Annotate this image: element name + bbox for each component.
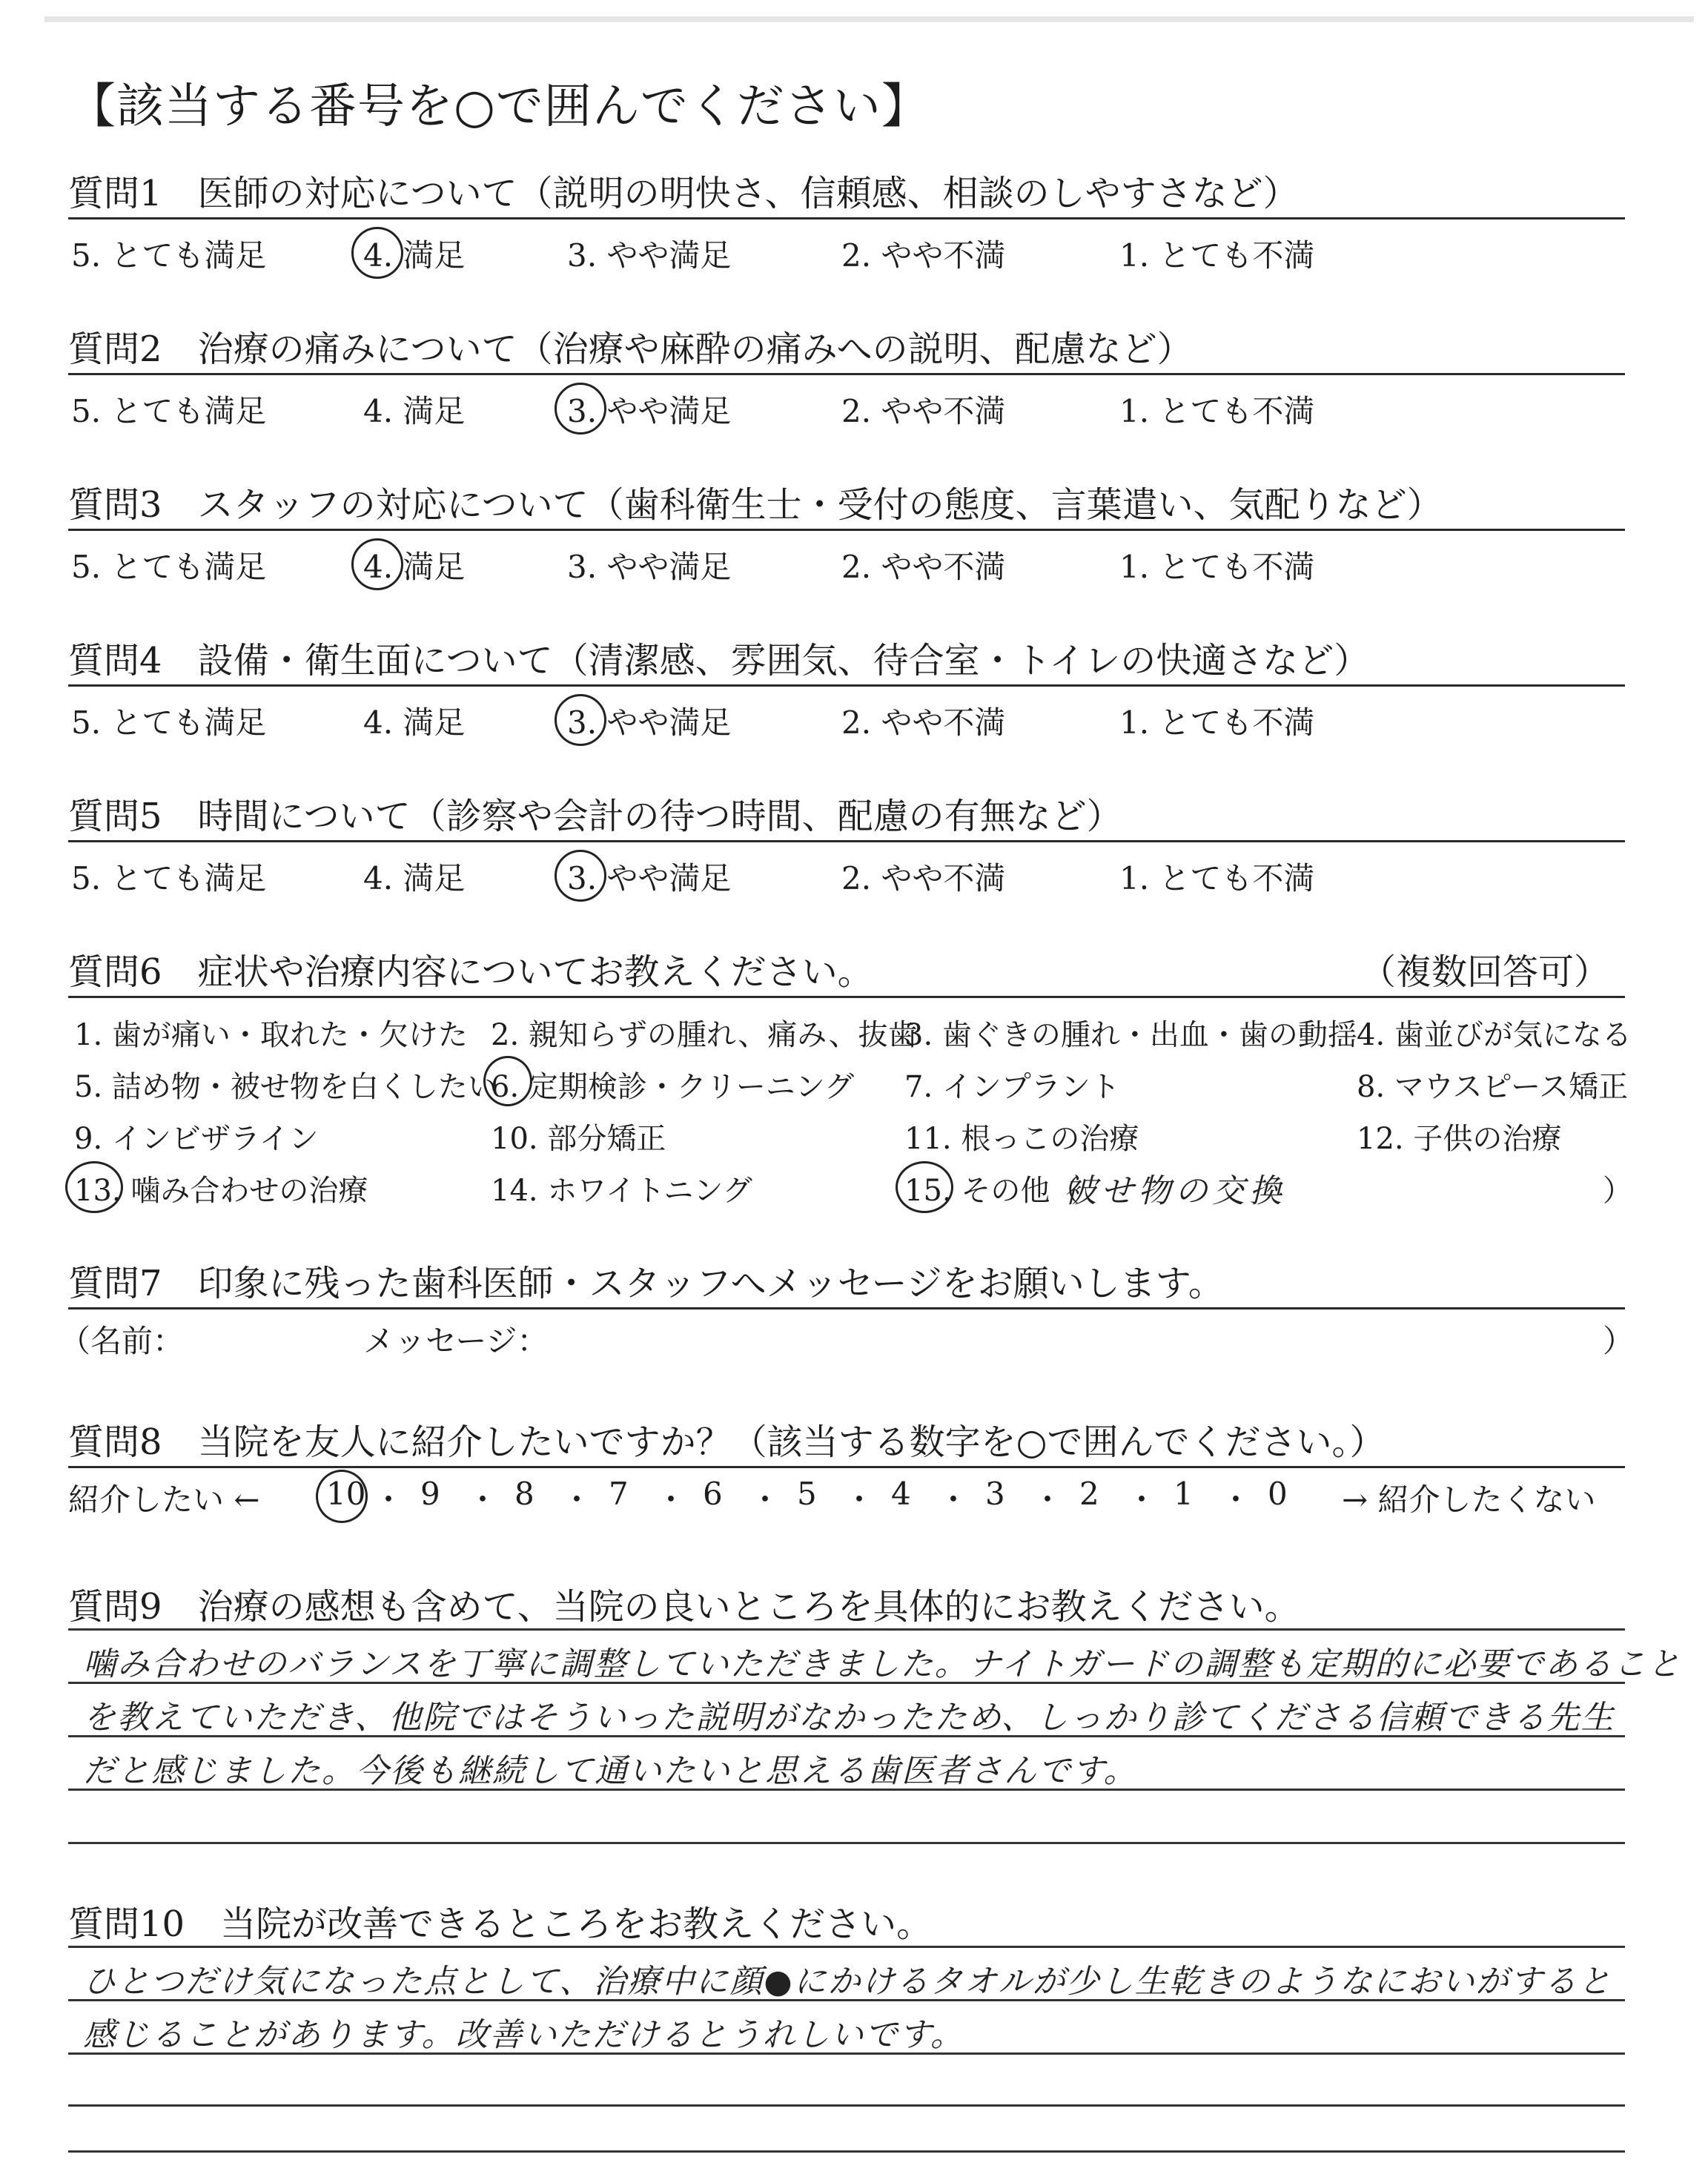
q1-selection-circle [351,227,403,279]
q2-selection-circle [555,383,606,435]
q1-option-3[interactable]: 3. やや満足 [567,237,732,274]
form-title: 【該当する番号を○で囲んでください】 [68,79,930,134]
question-label: 質問6 [68,951,162,993]
q9-answer-line-3: だと感じました。今後も継続して通いたいと思える歯医者さんです。 [83,1752,1138,1790]
question-text: 当院が改善できるところをお教えください。 [220,1903,933,1945]
q2-option-5[interactable]: 5. とても満足 [71,393,267,429]
q4-option-3[interactable]: 3. やや満足 [567,704,732,741]
question-label: 質問2 [68,328,162,370]
q5-option-1[interactable]: 1. とても不満 [1119,860,1315,896]
question-6-rule [68,996,1625,998]
q8-scale-6[interactable]: 6 [703,1476,723,1512]
question-label: 質問7 [68,1263,162,1304]
question-1-rule [68,217,1625,219]
q8-scale-8[interactable]: 8 [514,1476,534,1512]
q9-answer-line-2: を教えていただき、他院ではそういった説明がなかったため、しっかり診てくださる信頼できる先生 [83,1699,1615,1737]
question-label: 質問1 [68,173,162,214]
q6-option-5[interactable]: 5. 詰め物・被せ物を白くしたい [74,1070,497,1104]
q10-line-5 [68,2150,1625,2153]
q8-scale-0[interactable]: 0 [1268,1476,1288,1512]
q1-option-1[interactable]: 1. とても不満 [1119,237,1315,274]
q6-option-12[interactable]: 12. 子供の治療 [1357,1122,1562,1156]
question-2-rule [68,373,1625,375]
q8-selection-circle [316,1470,368,1523]
q8-scale-separator: ・ [1220,1482,1252,1518]
q8-scale-7[interactable]: 7 [609,1476,629,1512]
q4-option-4[interactable]: 4. 満足 [363,704,466,741]
q2-option-3[interactable]: 3. やや満足 [567,393,732,429]
q8-right-label: → 紹介したくない [1342,1482,1596,1518]
q8-left-label: 紹介したい ← [68,1482,260,1518]
q6-option-15-circle [896,1161,953,1213]
q1-option-5[interactable]: 5. とても満足 [71,237,267,274]
q8-scale-separator: ・ [467,1482,499,1518]
q2-option-4[interactable]: 4. 満足 [363,393,466,429]
q2-option-1[interactable]: 1. とても不満 [1119,393,1315,429]
question-8-rule [68,1466,1625,1468]
q6-option-7[interactable]: 7. インプラント [904,1070,1120,1104]
q6-option-6[interactable]: 6. 定期検診・クリーニング [491,1070,855,1104]
question-3 [68,476,1443,527]
q5-option-4[interactable]: 4. 満足 [363,860,466,896]
q6-option-4[interactable]: 4. 歯並びが気になる [1357,1018,1632,1052]
q6-option-13-circle [65,1161,123,1213]
q6-option-14[interactable]: 14. ホワイトニング [491,1174,752,1208]
q3-option-2[interactable]: 2. やや不満 [841,549,1006,585]
q8-scale-4[interactable]: 4 [891,1476,911,1512]
question-text: 治療の感想も含めて、当院の良いところを具体的にお教えください。 [197,1586,1300,1628]
q8-scale-5[interactable]: 5 [797,1476,817,1512]
question-text: 症状や治療内容についてお教えください。 [197,951,873,993]
q10-line-4 [68,2104,1625,2107]
q6-option-9[interactable]: 9. インビザライン [74,1122,319,1156]
q9-line-1 [68,1628,1625,1631]
q5-option-2[interactable]: 2. やや不満 [841,860,1006,896]
q6-option-6-circle [483,1056,532,1106]
question-2 [68,320,1193,371]
q6-multiple-note: （複数回答可） [1360,951,1610,993]
question-label: 質問8 [68,1421,162,1463]
q6-option-11[interactable]: 11. 根っこの治療 [904,1122,1139,1156]
q6-other-written-answer: 被せ物の交換 [1064,1172,1286,1210]
q6-option-8[interactable]: 8. マウスピース矯正 [1357,1070,1629,1104]
q7-name-label: （名前： [59,1323,185,1359]
question-label: 質問4 [68,640,162,681]
q8-scale-separator: ・ [749,1482,781,1518]
q7-close-paren: ） [1603,1323,1635,1359]
q10-answer-line-2: 感じることがあります。改善いただけるとうれしいです。 [83,2016,964,2054]
q10-answer-line-1: ひとつだけ気になった点として、治療中に顔●にかけるタオルが少し生乾きのようなにおいがすると [83,1963,1612,2001]
q5-option-5[interactable]: 5. とても満足 [71,860,267,896]
q5-selection-circle [555,850,606,902]
q6-option-3[interactable]: 3. 歯ぐきの腫れ・出血・歯の動揺 [904,1018,1357,1052]
q9-answer-line-1: 噛み合わせのバランスを丁寧に調整していただきました。ナイトガードの調整も定期的に必要であること [83,1645,1682,1683]
q8-scale-separator: ・ [1032,1482,1064,1518]
q4-selection-circle [555,694,606,746]
q6-option-2[interactable]: 2. 親知らずの腫れ、痛み、抜歯 [491,1018,918,1052]
question-text: スタッフの対応について（歯科衛生士・受付の態度、言葉遣い、気配りなど） [197,484,1443,526]
q8-scale-separator: ・ [373,1482,405,1518]
q6-option-10[interactable]: 10. 部分矯正 [491,1122,666,1156]
q8-scale-9[interactable]: 9 [420,1476,440,1512]
question-text: 医師の対応について（説明の明快さ、信頼感、相談のしやすさなど） [197,173,1299,214]
q7-message-label: メッセージ： [363,1323,549,1359]
q8-scale-2[interactable]: 2 [1079,1476,1099,1512]
q2-option-2[interactable]: 2. やや不満 [841,393,1006,429]
q6-option-1[interactable]: 1. 歯が痛い・取れた・欠けた [74,1018,468,1052]
q3-option-1[interactable]: 1. とても不満 [1119,549,1315,585]
question-4 [68,632,1369,683]
q3-option-4[interactable]: 4. 満足 [363,549,466,585]
question-10 [68,1895,932,1946]
question-label: 質問5 [68,796,162,837]
question-label: 質問9 [68,1586,162,1628]
q8-scale-3[interactable]: 3 [985,1476,1005,1512]
q5-option-3[interactable]: 3. やや満足 [567,860,732,896]
question-3-rule [68,529,1625,531]
q8-scale-separator: ・ [938,1482,970,1518]
q4-option-1[interactable]: 1. とても不満 [1119,704,1315,741]
q6-option-15[interactable]: 15. その他（ [904,1174,1080,1208]
question-5 [68,787,1122,839]
q8-scale-1[interactable]: 1 [1174,1476,1194,1512]
q3-selection-circle [351,538,403,590]
q6-other-close-paren: ） [1603,1174,1632,1208]
q8-scale-separator: ・ [844,1482,875,1518]
q1-option-4[interactable]: 4. 満足 [363,237,466,274]
q4-option-5[interactable]: 5. とても満足 [71,704,267,741]
q8-scale-separator: ・ [655,1482,687,1518]
q10-line-1 [68,1946,1625,1948]
q3-option-5[interactable]: 5. とても満足 [71,549,267,585]
q6-option-13[interactable]: 13. 噛み合わせの治療 [74,1174,368,1208]
question-9 [68,1578,1300,1629]
question-4-rule [68,684,1625,687]
question-7 [68,1255,1224,1306]
q3-option-3[interactable]: 3. やや満足 [567,549,732,585]
question-7-rule [68,1307,1625,1309]
page-top-border [44,16,1694,22]
q8-scale-separator: ・ [1126,1482,1158,1518]
question-text: 当院を友人に紹介したいですか？（該当する数字を○で囲んでください。） [197,1421,1386,1463]
question-text: 時間について（診察や会計の待つ時間、配慮の有無など） [197,796,1122,837]
question-text: 治療の痛みについて（治療や麻酔の痛みへの説明、配慮など） [197,328,1193,370]
question-1 [68,165,1299,216]
question-text: 印象に残った歯科医師・スタッフへメッセージをお願いします。 [197,1263,1224,1304]
q8-scale-10[interactable]: 10 [326,1476,366,1512]
question-label: 質問10 [68,1903,185,1945]
question-8 [68,1413,1385,1464]
question-text: 設備・衛生面について（清潔感、雰囲気、待合室・トイレの快適さなど） [197,640,1370,681]
q1-option-2[interactable]: 2. やや不満 [841,237,1006,274]
question-6 [68,943,873,994]
q8-scale-separator: ・ [561,1482,593,1518]
question-5-rule [68,840,1625,842]
q4-option-2[interactable]: 2. やや不満 [841,704,1006,741]
question-label: 質問3 [68,484,162,526]
q9-line-5 [68,1842,1625,1844]
